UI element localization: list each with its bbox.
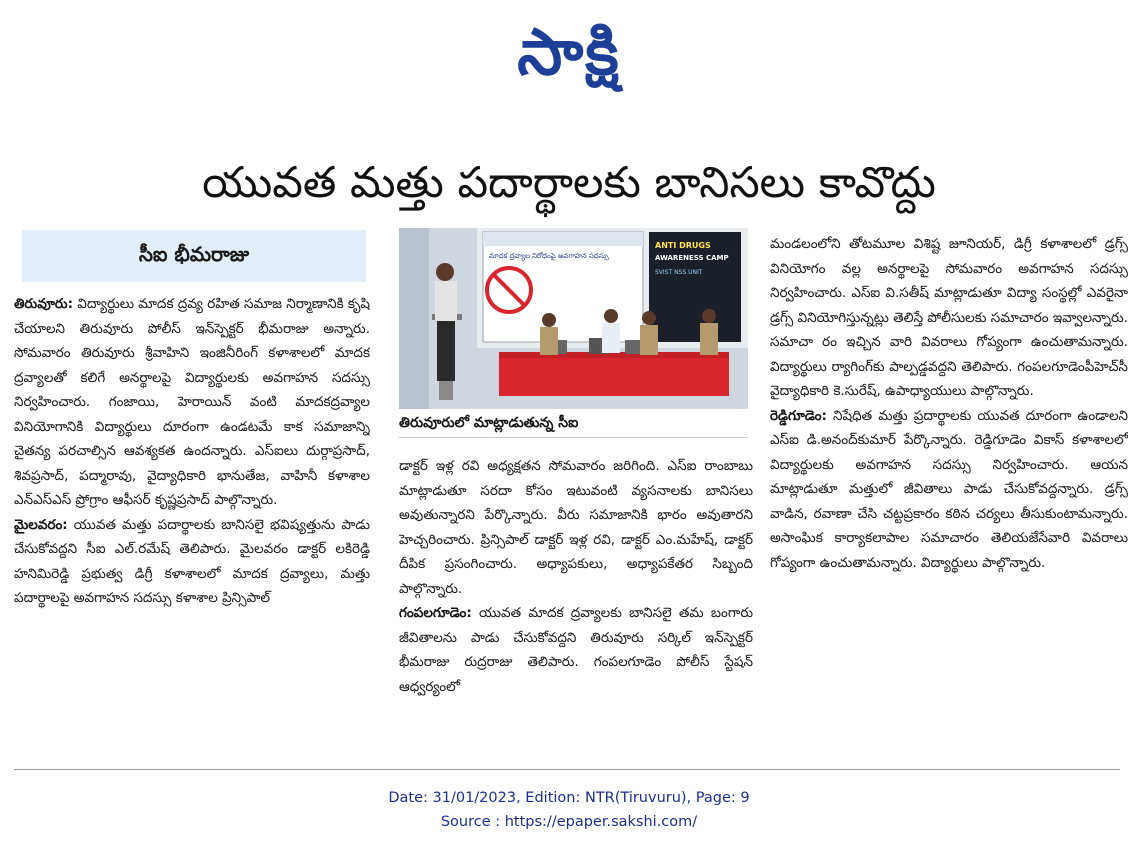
banner-right-line-2: AWARENESS CAMP (655, 254, 729, 262)
paragraph-tiruvuru (14, 292, 370, 513)
byline-box (22, 230, 366, 282)
footer-divider (14, 769, 1120, 770)
article-headline: యువత మత్తు పదార్థాలకు బానిసలు కావొద్దు (202, 158, 936, 208)
masthead-logo (0, 8, 1138, 98)
paragraph-text: మండలంలోని తోటమూల విశిష్ట జూనియర్, డిగ్రీ కళాశాలలో డ్రగ్స్ వినియోగం వల్ల అనర్థాలపై సోమవారం అవగాహన సదస్సు నిర్వహించారు. ఎస్ఐ వి.సతీష్ మాట్లాడుతూ విద్యా సంస్థల్లో ఎవరైనా డ్రగ్స్ వినియోగిస్తున్నట్లు తెలిస్తే పోలీసులకు సమాచారం ఇవ్వాలన్నారు. సమాచా రం ఇచ్చిన వారి వివరాలు గోప్యంగా ఉంచుతామన్నారు. విద్యార్థులు ర్యాగింగ్‌కు పాల్పడ్డవద్దని తెలిపారు. గంపలగూడెంపీహెచ్‌సీ వైద్యాధికారి కె.సురేష్, ఉపాధ్యాయులు పాల్గొన్నారు. (770, 236, 1128, 399)
paragraph-mylavaram (14, 513, 370, 611)
article-column-3 (770, 232, 1128, 762)
footer-source: Source : https://epaper.sakshi.com/ (440, 814, 698, 830)
dateline-tiruvuru: తిరువూరు: (14, 296, 73, 312)
banner-left-text: మాదక ద్రవ్యాల నిరోధంపై అవగాహన సదస్సు (489, 252, 609, 260)
paragraph-text: విద్యార్థులు మాదక ద్రవ్య రహిత సమాజ నిర్మాణానికి కృషి చేయాలని తిరువూరు పోలీస్ ఇన్‌స్పెక్టర్ భీమరాజు అన్నారు. సోమవారం తిరువూరు శ్రీవాహిని ఇంజినీరింగ్ కళాశాలలో మాదక ద్రవ్యాలతో కలిగే అనర్థాలపై విద్యార్థులకు అవగాహన సదస్సు నిర్వహించారు. గంజాయి, హెరాయిన్ వంటి మాదకద్రవ్యాల వినియోగానికి విద్యార్థులు దూరంగా ఉండటమే కాక సమాజాన్ని చైతన్య పరచాల్సిన ఆవశ్యకత ఉందన్నారు. ఎస్ఐలు దుర్గాప్రసాద్, శివప్రసాద్, పద్మారావు, వైద్యాధికారి భానుతేజ, వాహినీ కళాశాల ఎన్ఎస్ఎస్ ప్రోగ్రాం ఆఫీసర్ కృష్ణప్రసాద్ పాల్గొన్నారు. (14, 296, 370, 508)
paragraph-text: యువత మత్తు పదార్థాలకు బానిసలై భవిష్యత్తును పాడు చేసుకోవద్దని సీఐ ఎల్.రమేష్ తెలిపారు. మైలవరం డాక్టర్ లకిరెడ్డి హనిమిరెడ్డి ప్రభుత్వ డిగ్రీ కళాశాలలో మాదక ద్రవ్యాలు, మత్తు పదార్థాలపై అవగాహన సదస్సు కళాశాల ప్రిన్సిపాల్ (14, 516, 370, 606)
paragraph-text: నిషేధిత మత్తు ప్రదార్థాలకు యువత దూరంగా ఉండాలని ఎస్ఐ డి.అనంద్‌కుమార్ పేర్కొన్నారు. రెడ్డిగూడెం వికాస్ కళాశాలలో విద్యార్థులకు అవగాహన సదస్సు నిర్వహించారు. ఆయన మాట్లాడుతూ మత్తులో జీవితాలు పాడు చేసుకోవద్దన్నారు. డ్రగ్స్ వాడిన, రవాణా చేసి చట్టప్రకారం కఠిన చర్యలు తీసుకుంటామన్నారు. అసాంఘిక కార్యాకలాపాల సమాచారం తెలియజేసేవారి వివరాలు గోప్యంగా ఉంచుతామన్నారు. విద్యార్థులు పాల్గొన్నారు. (770, 407, 1128, 571)
paragraph-gampalagudem (399, 601, 753, 699)
footer (0, 786, 1138, 834)
paragraph-continued (399, 454, 753, 601)
article-column-1 (14, 292, 370, 762)
masthead-logo-text: సాక్షి (517, 16, 621, 90)
paragraph-continued (770, 232, 1128, 404)
paragraph-text: యువత మాదక ద్రవ్యాలకు బానిసలై తమ బంగారు జీవితాలను పాడు చేసుకోవద్దని తిరువూరు సర్కిల్ ఇన్‌స్పెక్టర్ భీమరాజు రుద్రరాజు తెలిపారు. గంపలగూడెం పోలీస్ స్టేషన్ ఆధ్వర్యంలో (399, 605, 753, 695)
photo-caption: తిరువూరులో మాట్లాడుతున్న సీఐ (399, 409, 748, 438)
footer-date-edition: Date: 31/01/2023, Edition: NTR(Tiruvuru), Page: 9 (388, 790, 750, 806)
banner-right-line-3: SVIST NSS UNIT (655, 269, 703, 276)
dateline-mylavaram: మైలవరం: (14, 516, 68, 533)
banner-right-line-1: ANTI DRUGS (655, 241, 711, 250)
paragraph-text: డాక్టర్ ఇళ్ల రవి అధ్యక్షతన సోమవారం జరిగింది. ఎస్ఐ రాంబాబు మాట్లాడుతూ సరదా కోసం ఇటువంటి వ్యసనాలకు బానిసలు అవుతున్నారని పేర్కొన్నారు. వీరు సమాజానికి భారం అవుతారని హెచ్చరించారు. ప్రిన్సిపాల్ డాక్టర్ ఇళ్ల రవి, డాక్టర్ ఎం.మహేష్, డాక్టర్ దీపిక ప్రసంగించారు. అధ్యాపకులు, అధ్యాపకేతర సిబ్బంది పాల్గొన్నారు. (399, 458, 753, 597)
dateline-reddigudem: రెడ్డిగూడెం: (770, 407, 827, 424)
article-column-2 (399, 454, 753, 762)
dateline-gampalagudem: గంపలగూడెం: (399, 605, 472, 621)
byline-text: సీఐ భీమరాజు (138, 241, 250, 266)
article-photo (399, 228, 748, 409)
paragraph-reddigudem (770, 404, 1128, 576)
